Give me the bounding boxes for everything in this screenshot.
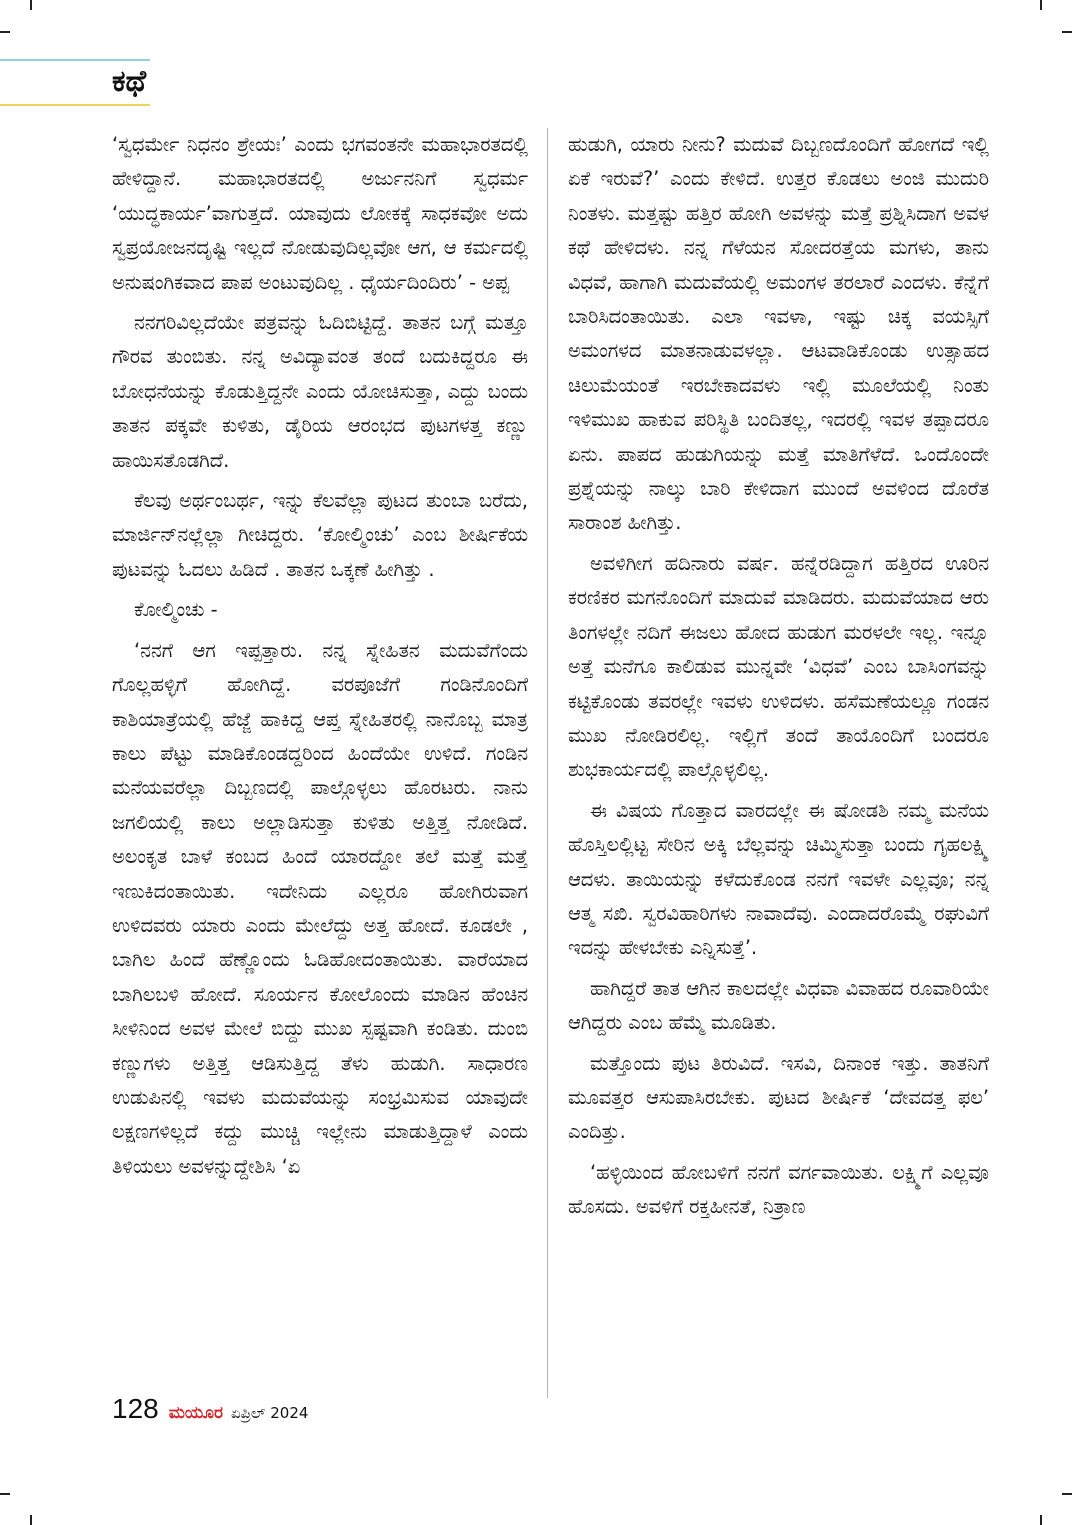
crop-mark	[0, 1493, 10, 1495]
paragraph: ‘ನನಗೆ ಆಗ ಇಪ್ಪತ್ತಾರು. ನನ್ನ ಸ್ನೇಹಿತನ ಮದುವೆಗೆಂದು ಗೊಲ್ಲಹಳ್ಳಿಗೆ ಹೋಗಿದ್ದೆ. ವರಪೂಜೆಗೆ ಗಂಡಿನೊಂದಿಗೆ ಕಾಶಿಯಾತ್ರೆಯಲ್ಲಿ ಹೆಜ್ಜೆ ಹಾಕಿದ್ದ ಆಪ್ತ ಸ್ನೇಹಿತರಲ್ಲಿ ನಾನೊಬ್ಬ ಮಾತ್ರ ಕಾಲು ಪೆಟ್ಟು ಮಾಡಿಕೊಂಡದ್ದರಿಂದ ಹಿಂದೆಯೇ ಉಳಿದೆ. ಗಂಡಿನ ಮನೆಯವರೆಲ್ಲಾ ದಿಬ್ಬಣದಲ್ಲಿ ಪಾಲ್ಗೊಳ್ಳಲು ಹೊರಟರು. ನಾನು ಜಗಲಿಯಲ್ಲಿ ಕಾಲು ಅಲ್ಲಾಡಿಸುತ್ತಾ ಕುಳಿತು ಅತ್ತಿತ್ತ ನೋಡಿದೆ. ಅಲಂಕೃತ ಬಾಳೆ ಕಂಬದ ಹಿಂದೆ ಯಾರದ್ದೋ ತಲೆ ಮತ್ತೆ ಮತ್ತೆ ಇಣುಕಿದಂತಾಯಿತು. ಇದೇನಿದು ಎಲ್ಲರೂ ಹೋಗಿರುವಾಗ ಉಳಿದವರು ಯಾರು ಎಂದು ಮೇಲೆದ್ದು ಅತ್ತ ಹೋದೆ. ಕೂಡಲೇ , ಬಾಗಿಲ ಹಿಂದೆ ಹೆಣ್ಣೊಂದು ಓಡಿಹೋದಂತಾಯಿತು. ವಾರೆಯಾದ ಬಾಗಿಲಬಳಿ ಹೋದೆ. ಸೂರ್ಯನ ಕೋಲೊಂದು ಮಾಡಿನ ಹೆಂಚಿನ ಸೀಳಿನಿಂದ ಅವಳ ಮೇಲೆ ಬಿದ್ದು ಮುಖ ಸ್ಪಷ್ಟವಾಗಿ ಕಂಡಿತು. ದುಂಬಿ ಕಣ್ಣುಗಳು ಅತ್ತಿತ್ತ ಆಡಿಸುತ್ತಿದ್ದ ತೆಳು ಹುಡುಗಿ. ಸಾಧಾರಣ ಉಡುಪಿನಲ್ಲಿ ಇವಳು ಮದುವೆಯನ್ನು ಸಂಭ್ರಮಿಸುವ ಯಾವುದೇ ಲಕ್ಷಣಗಳಿಲ್ಲದೆ ಕದ್ದು ಮುಚ್ಚಿ ಇಲ್ಲೇನು ಮಾಡುತ್ತಿದ್ದಾಳೆ ಎಂದು ತಿಳಿಯಲು ಅವಳನ್ನುದ್ದೇಶಿಸಿ ‘ಏ	[112, 638, 528, 1178]
paragraph: ಹಾಗಿದ್ದರೆ ತಾತ ಆಗಿನ ಕಾಲದಲ್ಲೇ ವಿಧವಾ ವಿವಾಹದ ರೂವಾರಿಯೇ ಆಗಿದ್ದರು ಎಂಬ ಹೆಮ್ಮೆ ಮೂಡಿತು.	[568, 976, 989, 1035]
paragraph: ಅವಳಿಗೀಗ ಹದಿನಾರು ವರ್ಷ. ಹನ್ನೆರಡಿದ್ದಾಗ ಹತ್ತಿರದ ಊರಿನ ಕರಣಿಕರ ಮಗನೊಂದಿಗೆ ಮಾದುವೆ ಮಾಡಿದರು. ಮದುವೆಯಾದ ಆರು ತಿಂಗಳಲ್ಲೇ ನದಿಗೆ ಈಜಲು ಹೋದ ಹುಡುಗ ಮರಳಲೇ ಇಲ್ಲ. ಇನ್ನೂ ಅತ್ತೆ ಮನೆಗೂ ಕಾಲಿಡುವ ಮುನ್ನವೇ ‘ವಿಧವೆ’ ಎಂಬ ಬಾಸಿಂಗವನ್ನು ಕಟ್ಟಿಕೊಂಡು ತವರಲ್ಲೇ ಇವಳು ಉಳಿದಳು. ಹಸೆಮಣೆಯಲ್ಲೂ ಗಂಡನ ಮುಖ ನೋಡಿರಲಿಲ್ಲ. ಇಲ್ಲಿಗೆ ತಂದೆ ತಾಯೊಂದಿಗೆ ಬಂದರೂ ಶುಭಕಾರ್ಯದಲ್ಲಿ ಪಾಲ್ಗೊಳ್ಳಲಿಲ್ಲ.	[568, 551, 989, 782]
crop-mark	[0, 31, 10, 33]
issue-date: ಏಪ್ರಿಲ್ 2024	[230, 1404, 309, 1422]
paragraph: ‘ಹಳ್ಳಿಯಿಂದ ಹೋಬಳಿಗೆ ನನಗೆ ವರ್ಗವಾಯಿತು. ಲಕ್ಷ್ಮಿಗೆ ಎಲ್ಲವೂ ಹೊಸದು. ಅವಳಿಗೆ ರಕ್ತಹೀನತೆ, ನಿತ್ರಾಣ	[568, 1160, 989, 1219]
crop-mark	[1040, 1515, 1042, 1525]
paragraph: ನನಗರಿವಿಲ್ಲದೆಯೇ ಪತ್ರವನ್ನು ಓದಿಬಿಟ್ಟಿದ್ದೆ. ತಾತನ ಬಗ್ಗೆ ಮತ್ತೂ ಗೌರವ ತುಂಬಿತು. ನನ್ನ ಅವಿದ್ಯಾವಂತ ತಂದೆ ಬದುಕಿದ್ದರೂ ಈ ಬೋಧನೆಯನ್ನು ಕೊಡುತ್ತಿದ್ದನೇ ಎಂದು ಯೋಚಿಸುತ್ತಾ, ಎದ್ದು ಬಂದು ತಾತನ ಪಕ್ಕವೇ ಕುಳಿತು, ಡೈರಿಯ ಆರಂಭದ ಪುಟಗಳತ್ತ ಕಣ್ಣು ಹಾಯಿಸತೊಡಗಿದೆ.	[112, 311, 528, 472]
column-divider	[547, 128, 548, 1398]
paragraph: ‘ಸ್ವಧರ್ಮೇ ನಿಧನಂ ಶ್ರೇಯಃ’ ಎಂದು ಭಗವಂತನೇ ಮಹಾಭಾರತದಲ್ಲಿ ಹೇಳಿದ್ದಾನೆ. ಮಹಾಭಾರತದಲ್ಲಿ ಅರ್ಜುನನಿಗೆ ಸ್ವಧರ್ಮ ‘ಯುದ್ಧಕಾರ್ಯ’ವಾಗುತ್ತದೆ. ಯಾವುದು ಲೋಕಕ್ಕೆ ಸಾಧಕವೋ ಅದು ಸ್ವಪ್ರಯೋಜನದೃಷ್ಟಿ ಇಲ್ಲದೆ ನೋಡುವುದಿಲ್ಲವೋ ಆಗ, ಆ ಕರ್ಮದಲ್ಲಿ ಅನುಷಂಗಿಕವಾದ ಪಾಪ ಅಂಟುವುದಿಲ್ಲ . ಧೈರ್ಯದಿಂದಿರು’ - ಅಪ್ಪ	[112, 133, 528, 294]
page-footer	[112, 1393, 308, 1429]
crop-mark	[1062, 1493, 1072, 1495]
crop-mark	[1062, 31, 1072, 33]
section-title: ಕಥೆ	[112, 64, 147, 99]
crop-mark	[1040, 0, 1042, 10]
crop-mark	[30, 0, 32, 10]
paragraph: ಕೆಲವು ಅರ್ಥಂಬರ್ಥ, ಇನ್ನು ಕೆಲವೆಲ್ಲಾ ಪುಟದ ತುಂಬಾ ಬರೆದು, ಮಾರ್ಜಿನ್‌ನಲ್ಲೆಲ್ಲಾ ಗೀಚಿದ್ದರು. ‘ಕೋಲ್ಮಿಂಚು’ ಎಂಬ ಶೀರ್ಷಿಕೆಯ ಪುಟವನ್ನು ಓದಲು ಹಿಡಿದೆ . ತಾತನ ಒಕ್ಕಣೆ ಹೀಗಿತ್ತು .	[112, 489, 528, 581]
page-number: 128	[112, 1393, 159, 1424]
crop-mark	[30, 1515, 32, 1525]
article-column-left	[112, 128, 528, 1383]
publication-logo: ಮಯೂರ	[168, 1403, 223, 1423]
article-column-right	[568, 128, 989, 1383]
paragraph: ಈ ವಿಷಯ ಗೊತ್ತಾದ ವಾರದಲ್ಲೇ ಈ ಷೋಡಶಿ ನಮ್ಮ ಮನೆಯ ಹೊಸ್ತಿಲಲ್ಲಿಟ್ಟ ಸೇರಿನ ಅಕ್ಕಿ ಬೆಲ್ಲವನ್ನು ಚಿಮ್ಮಿಸುತ್ತಾ ಬಂದು ಗೃಹಲಕ್ಷ್ಮಿ ಆದಳು. ತಾಯಿಯನ್ನು ಕಳೆದುಕೊಂಡ ನನಗೆ ಇವಳೇ ಎಲ್ಲವೂ; ನನ್ನ ಆತ್ಮ ಸಖಿ. ಸ್ವರವಿಹಾರಿಗಳು ನಾವಾದೆವು. ಎಂದಾದರೊಮ್ಮೆ ರಘುವಿಗೆ ಇದನ್ನು ಹೇಳಬೇಕು ಎನ್ನಿಸುತ್ತೆ’.	[568, 798, 989, 960]
header-rule-bottom	[0, 104, 150, 106]
paragraph: ಹುಡುಗಿ, ಯಾರು ನೀನು? ಮದುವೆ ದಿಬ್ಬಣದೊಂದಿಗೆ ಹೋಗದೆ ಇಲ್ಲಿ ಏಕೆ ಇರುವೆ?’ ಎಂದು ಕೇಳಿದೆ. ಉತ್ತರ ಕೊಡಲು ಅಂಜಿ ಮುದುರಿ ನಿಂತಳು. ಮತ್ತಷ್ಟು ಹತ್ತಿರ ಹೋಗಿ ಅವಳನ್ನು ಮತ್ತೆ ಪ್ರಶ್ನಿಸಿದಾಗ ಅವಳ ಕಥೆ ಹೇಳಿದಳು. ನನ್ನ ಗೆಳೆಯನ ಸೋದರತ್ತೆಯ ಮಗಳು, ತಾನು ವಿಧವೆ, ಹಾಗಾಗಿ ಮದುವೆಯಲ್ಲಿ ಅಮಂಗಳ ತರಲಾರೆ ಎಂದಳು. ಕೆನ್ನೆಗೆ ಬಾರಿಸಿದಂತಾಯಿತು. ಎಲಾ ಇವಳಾ, ಇಷ್ಟು ಚಿಕ್ಕ ವಯಸ್ಸಿಗೆ ಅಮಂಗಳದ ಮಾತನಾಡುವಳಲ್ಲಾ. ಆಟವಾಡಿಕೊಂಡು ಉತ್ಸಾಹದ ಚಿಲುಮೆಯಂತೆ ಇರಬೇಕಾದವಳು ಇಲ್ಲಿ ಮೂಲೆಯಲ್ಲಿ ನಿಂತು ಇಳಿಮುಖ ಹಾಕುವ ಪರಿಸ್ಥಿತಿ ಬಂದಿತಲ್ಲ, ಇದರಲ್ಲಿ ಇವಳ ತಪ್ಪಾದರೂ ಏನು. ಪಾಪದ ಹುಡುಗಿಯನ್ನು ಮತ್ತೆ ಮಾತಿಗೆಳೆದೆ. ಒಂದೊಂದೇ ಪ್ರಶ್ನೆಯನ್ನು ನಾಲ್ಕು ಬಾರಿ ಕೇಳಿದಾಗ ಮುಂದೆ ಅವಳಿಂದ ದೊರೆತ ಸಾರಾಂಶ ಹೀಗಿತ್ತು.	[568, 133, 989, 535]
subheading: ಕೋಲ್ಮಿಂಚು -	[134, 598, 218, 622]
header-rule-top	[0, 59, 150, 61]
paragraph: ಮತ್ತೊಂದು ಪುಟ ತಿರುವಿದೆ. ಇಸವಿ, ದಿನಾಂಕ ಇತ್ತು. ತಾತನಿಗೆ ಮೂವತ್ತರ ಆಸುಪಾಸಿರಬೇಕು. ಪುಟದ ಶೀರ್ಷಿಕೆ ‘ದೇವದತ್ತ ಫಲ’ ಎಂದಿತ್ತು.	[568, 1051, 989, 1144]
